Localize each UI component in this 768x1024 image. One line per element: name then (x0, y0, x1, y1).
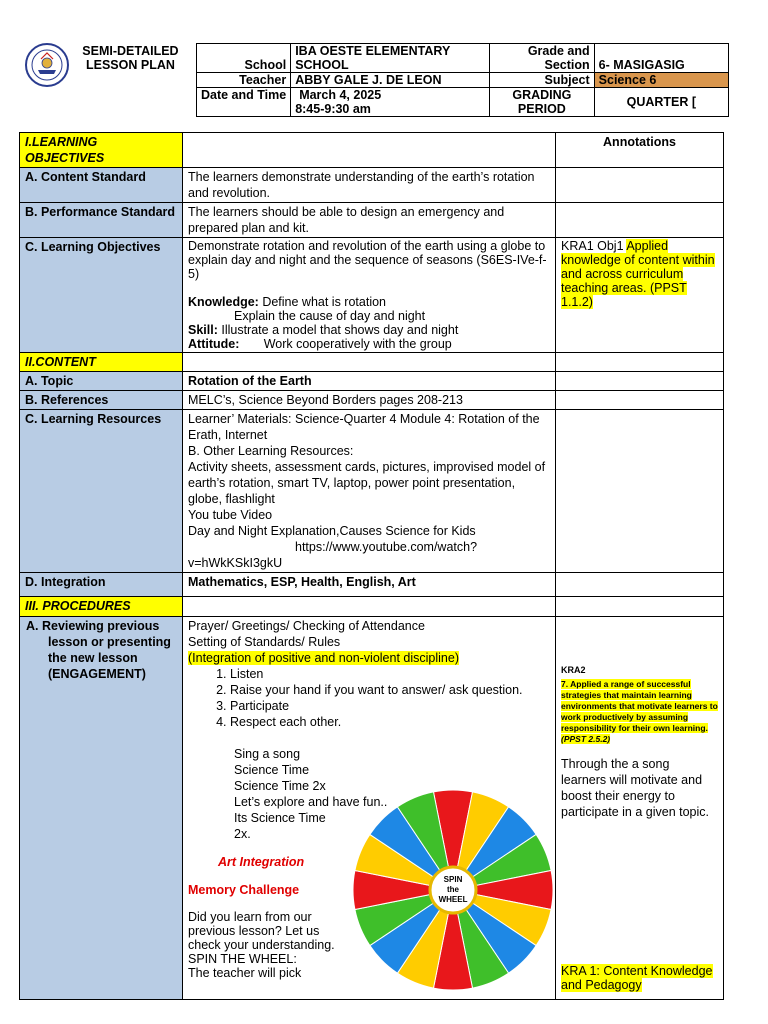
review-text-5: The teacher will pick (188, 966, 302, 980)
spin-wheel[interactable] (352, 789, 554, 991)
kra1-obj1-text: Applied knowledge of content within and across curriculum teaching areas. (PPST 1.1.2) (561, 239, 715, 309)
rule-item: 3. Participate (230, 698, 550, 714)
date-time-value (291, 88, 490, 117)
rule-item: 2. Raise your hand if you want to answer/ ask question. (230, 682, 550, 698)
resources-5: Day and Night Explanation,Causes Science for Kids (188, 524, 476, 538)
performance-standard-text: The learners should be able to design an emergency and prepared plan and kit. (183, 203, 556, 238)
teacher-value: ABBY GALE J. DE LEON (291, 73, 490, 88)
attitude-text: Work cooperatively with the group (263, 337, 452, 351)
engagement-annotation (556, 617, 724, 1000)
resources-cell (183, 410, 556, 573)
section-objectives: I.LEARNING OBJECTIVES (20, 133, 183, 168)
rule-item: 4. Respect each other. (230, 714, 550, 730)
resources-label: C. Learning Resources (20, 410, 183, 573)
skill-text: Illustrate a model that shows day and night (221, 323, 459, 337)
date-label: Date and Time (196, 88, 290, 117)
skill-label: Skill: (188, 323, 218, 337)
kra2-ppst: (PPST 2.5.2) (561, 734, 611, 744)
attitude-label: Attitude: (188, 337, 240, 351)
song-line: Science Time 2x (234, 779, 326, 793)
grade-value: 6- MASIGASIG (594, 44, 728, 73)
song-line: Science Time (234, 763, 310, 777)
section-content: II.CONTENT (20, 353, 183, 372)
song-line: Let’s explore and have fun.. (234, 795, 388, 809)
knowledge-label: Knowledge: (188, 295, 259, 309)
rule-item: 1. Listen (230, 666, 550, 682)
review-text-3: check your understanding. (188, 938, 335, 952)
topic-label: A. Topic (20, 372, 183, 391)
period-value: QUARTER [ (594, 88, 728, 117)
subject-value: Science 6 (594, 73, 728, 88)
song-line: Its Science Time (234, 811, 326, 825)
date-value: March 4, 2025 (299, 88, 382, 102)
learning-objectives-cell (183, 238, 556, 353)
engagement-label-text: A. Reviewing previous lesson or presenting the new lesson (ENGAGEMENT) (26, 619, 171, 681)
standards-line: Setting of Standards/ Rules (188, 635, 341, 649)
review-text-1: Did you learn from our (188, 910, 312, 924)
objectives-annotation (556, 238, 724, 353)
grade-label: Grade and Section (490, 44, 595, 73)
knowledge-2: Explain the cause of day and night (234, 309, 426, 323)
youtube-link-id[interactable]: v=hWkKSkI3gkU (188, 556, 283, 570)
review-text-4: SPIN THE WHEEL: (188, 952, 297, 966)
youtube-link[interactable]: https://www.youtube.com/watch? (295, 540, 478, 554)
resources-1: Learner’ Materials: Science-Quarter 4 Module 4: Rotation of the Erath, Internet (188, 412, 540, 442)
content-standard-text: The learners demonstrate understanding of the earth’s rotation and revolution. (183, 168, 556, 203)
topic-text: Rotation of the Earth (183, 372, 556, 391)
song-annotation: Through the a song learners will motivate and boost their energy to participate in a given topic. (561, 757, 710, 819)
resources-3: Activity sheets, assessment cards, pictures, improvised model of earth’s rotation, smart TV, laptop, power point presentation, globe, flashlight (188, 460, 546, 506)
prayer-line: Prayer/ Greetings/ Checking of Attendance (188, 619, 425, 633)
subject-label: Subject (490, 73, 595, 88)
rules-list (188, 666, 550, 730)
song-line: 2x. (234, 827, 251, 841)
discipline-line: (Integration of positive and non-violent discipline) (188, 651, 459, 665)
period-label: GRADING PERIOD (490, 88, 595, 117)
song-line: Sing a song (234, 747, 301, 761)
kra1-content-annotation: KRA 1: Content Knowledge and Pedagogy (561, 964, 713, 992)
wheel-label-2: the (447, 885, 459, 894)
time-value: 8:45-9:30 am (295, 102, 371, 116)
references-label: B. References (20, 391, 183, 410)
resources-4: You tube Video (188, 508, 273, 522)
learning-objectives-text: Demonstrate rotation and revolution of the earth using a globe to explain day and night and the sequence of seasons (S6ES-IVe-f-5) (188, 239, 547, 281)
section-procedures: III. PROCEDURES (20, 597, 183, 617)
teacher-label: Teacher (196, 73, 290, 88)
engagement-label (20, 617, 183, 1000)
wheel-label-1: SPIN (443, 875, 463, 884)
review-text-2: previous lesson? Let us (188, 924, 320, 938)
resources-2: B. Other Learning Resources: (188, 444, 354, 458)
memory-challenge: Memory Challenge (188, 883, 300, 897)
art-integration: Art Integration (218, 855, 305, 869)
performance-standard-label: B. Performance Standard (20, 203, 183, 238)
header-table (19, 43, 729, 117)
kra2-label: KRA2 (561, 665, 586, 675)
kra2-text: 7. Applied a range of successful strategies that maintain learning environments that motivate learners to work productively by assuming responsibility for their own learning. (561, 679, 718, 733)
lesson-plan-title: SEMI-DETAILED LESSON PLAN (82, 43, 179, 72)
kra1-obj1: KRA1 Obj1 (561, 239, 624, 253)
references-text: MELC’s, Science Beyond Borders pages 208-213 (183, 391, 556, 410)
annotations-heading: Annotations (556, 133, 724, 168)
school-label: School (196, 44, 290, 73)
school-value: IBA OESTE ELEMENTARY SCHOOL (291, 44, 490, 73)
wheel-label-3: WHEEL (438, 895, 468, 904)
content-standard-label: A. Content Standard (20, 168, 183, 203)
learning-objectives-label: C. Learning Objectives (20, 238, 183, 353)
knowledge-1: Define what is rotation (262, 295, 387, 309)
integration-label: D. Integration (20, 573, 183, 597)
integration-text: Mathematics, ESP, Health, English, Art (183, 573, 556, 597)
